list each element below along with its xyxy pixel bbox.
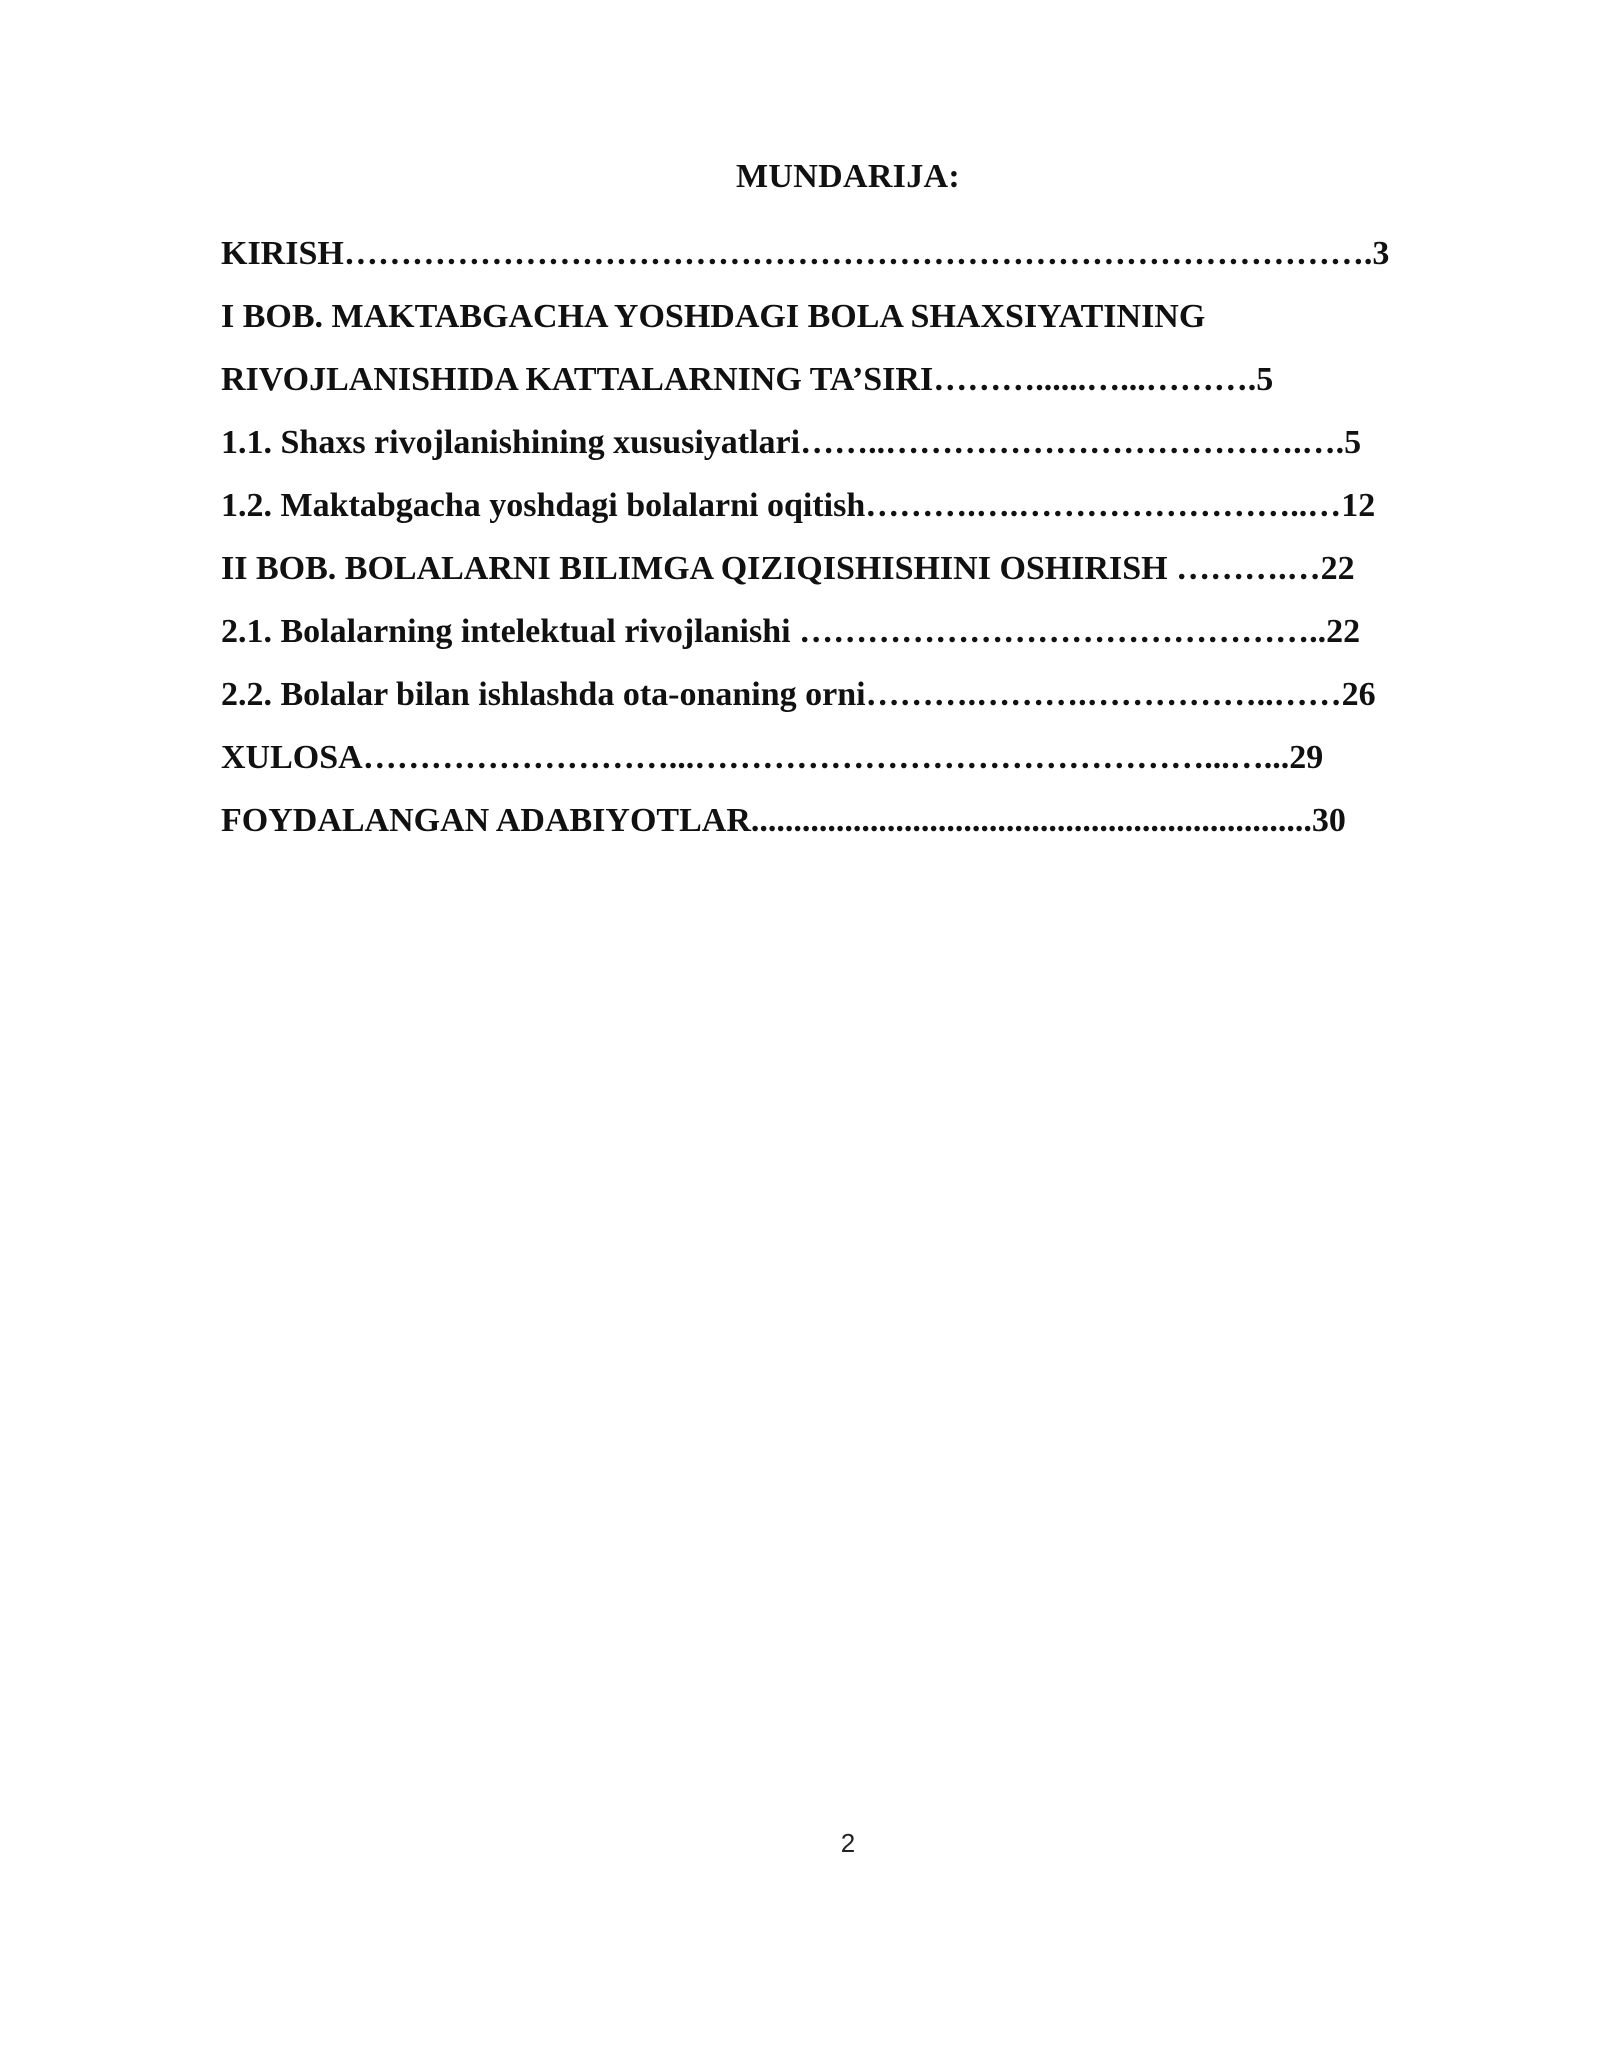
toc-entry-chapter-1-line-1: I BOB. MAKTABGACHA YOSHDAGI BOLA SHAXSIYATINING — [221, 298, 1206, 335]
page-number: 2 — [840, 1828, 856, 1858]
toc-entry-section-2-1: 2.1. Bolalarning intelektual rivojlanishi ………………………………………..22 — [221, 613, 1361, 650]
toc-title: MUNDARIJA: — [736, 158, 960, 195]
toc-entry-introduction: KIRISH……………………………………………………………………………….3 — [221, 235, 1390, 272]
toc-entry-references: FOYDALANGAN ADABIYOTLAR..................................................................30 — [221, 802, 1346, 839]
toc-entry-conclusion: XULOSA………………………...………………………………………...…...29 — [221, 739, 1324, 776]
toc-entry-section-1-1: 1.1. Shaxs rivojlanishining xususiyatlari……..……………………………….….5 — [221, 424, 1362, 461]
table-of-contents — [221, 222, 1435, 852]
toc-entry-section-2-2: 2.2. Bolalar bilan ishlashda ota-onaning orni……….……….……………..……26 — [221, 676, 1376, 713]
toc-entry-chapter-2: II BOB. BOLALARNI BILIMGA QIZIQISHISHINI OSHIRISH ……….…22 — [221, 550, 1355, 587]
toc-entry-chapter-1-line-2: RIVOJLANISHIDA KATTALARNING TA’SIRI………......…...……….5 — [221, 361, 1274, 398]
toc-entry-section-1-2: 1.2. Maktabgacha yoshdagi bolalarni oqitish……….….……………………..…12 — [221, 487, 1376, 524]
